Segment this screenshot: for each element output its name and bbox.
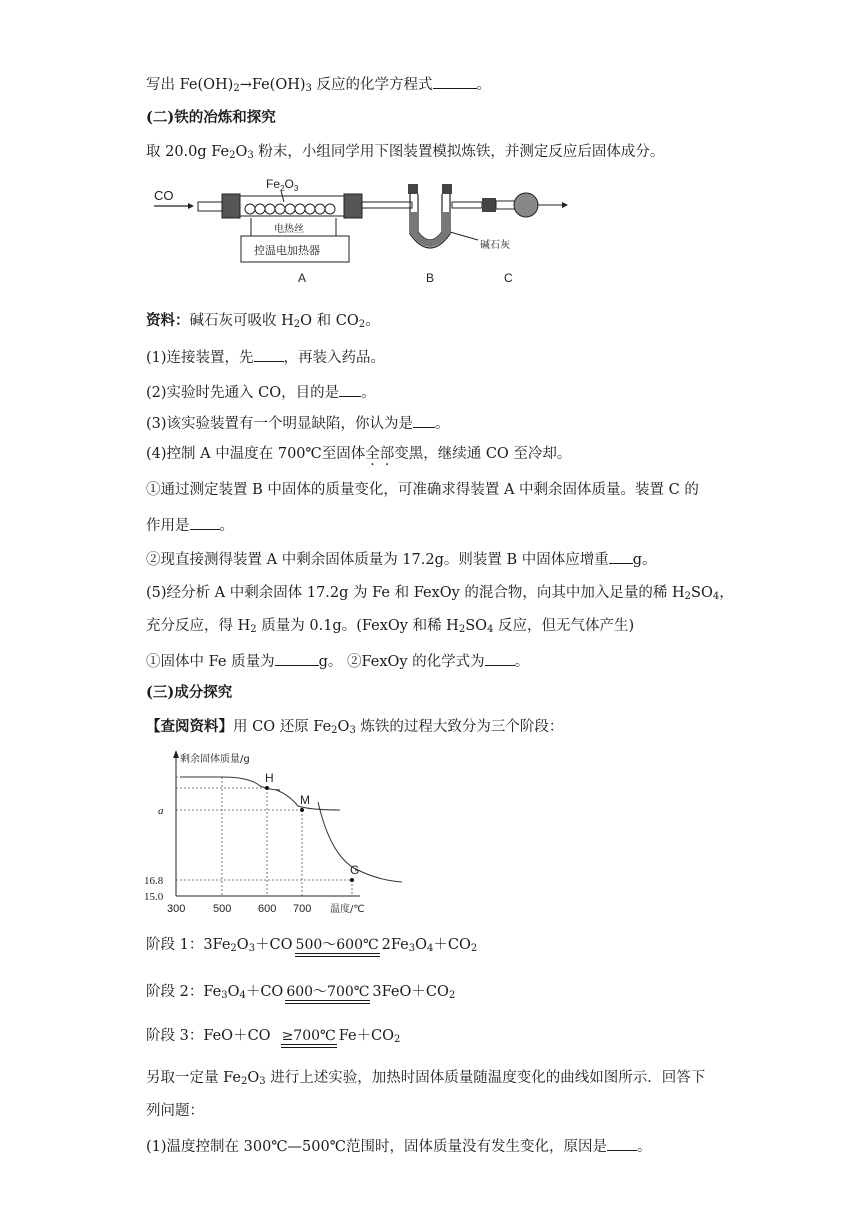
- subscript: 4: [239, 990, 246, 1001]
- question-5-cont: [146, 617, 634, 639]
- line-reference: [146, 718, 563, 740]
- answer-blank[interactable]: [485, 651, 515, 666]
- inlet-pipe: [198, 202, 222, 211]
- text: g。 ②FexOy 的化学式为: [318, 654, 485, 670]
- subscript: 3: [305, 83, 312, 94]
- label-b: B: [426, 271, 435, 285]
- y-axis-label: 剩余固体质量/g: [180, 754, 250, 765]
- mass-temperature-chart: [140, 744, 420, 916]
- emphasis-char: 部: [379, 446, 395, 462]
- text: O 和 CO: [300, 313, 359, 329]
- text: O: [337, 719, 350, 735]
- subscript: 2: [448, 990, 456, 1001]
- outlet-arrow: [562, 202, 568, 208]
- point-label: H: [265, 771, 274, 785]
- fe2o3-label: $Fe_2O_3$: [266, 177, 299, 193]
- info-label: 资料：: [146, 312, 190, 329]
- question-3: [146, 413, 450, 433]
- subscript: 2: [358, 319, 366, 330]
- subscript: 2: [470, 943, 478, 954]
- subscript: 2: [240, 1076, 248, 1087]
- line-procedure-cont: 列问题：: [146, 1103, 204, 1119]
- co-label: CO: [154, 188, 174, 203]
- text: (5)经分析 A 中剩余固体 17.2g 为 Fe 和 FexOy 的混合物，向其中加入足量的稀 H: [146, 585, 685, 601]
- text: (3)该实验装置有一个明显缺陷，你认为是: [146, 416, 414, 432]
- question-1: [146, 347, 385, 367]
- text: 炼铁的过程大致分为三个阶段：: [355, 719, 564, 735]
- text: 。: [219, 518, 234, 534]
- line-info: [146, 312, 380, 334]
- text: 变黑，继续通 CO 至冷却。: [394, 446, 572, 462]
- reference-label: 【查阅资料】: [146, 718, 233, 735]
- stopper-c: [482, 198, 496, 212]
- point-label: M: [300, 793, 310, 807]
- subscript: 2: [684, 591, 692, 602]
- answer-blank[interactable]: [254, 347, 284, 362]
- subscript: 3: [248, 943, 256, 954]
- stage-1-equation: [146, 936, 477, 958]
- subscript: 2: [233, 83, 240, 94]
- text: 写出 Fe(OH): [146, 77, 234, 93]
- subscript: 3: [408, 943, 416, 954]
- apparatus-figure: [146, 172, 576, 292]
- answer-blank[interactable]: [433, 74, 477, 89]
- text: SO: [691, 585, 713, 601]
- text: 用 CO 还原 Fe: [233, 719, 332, 735]
- text: O: [236, 937, 249, 953]
- text: 。: [636, 1139, 652, 1155]
- heater-label: 控温电加热器: [254, 244, 320, 257]
- text: 另取一定量 Fe: [146, 1070, 241, 1086]
- text: 质量为 0.1g。(FexOy 和稀 H: [256, 618, 459, 634]
- subscript: 2: [331, 725, 338, 736]
- question-5-sub: [146, 651, 529, 671]
- connector-pipe-2: [452, 202, 482, 208]
- reaction-condition: [295, 937, 380, 957]
- data-point: [300, 808, 304, 812]
- text: O: [227, 984, 240, 1000]
- drying-tube-bulb: [514, 193, 538, 217]
- stage-2-equation: [146, 983, 455, 1005]
- connector-pipe-1: [362, 202, 412, 208]
- answer-blank[interactable]: [339, 382, 361, 397]
- subscript: 3: [259, 1076, 266, 1087]
- subscript: 2: [230, 943, 237, 954]
- text: 。: [435, 416, 450, 432]
- answer-blank[interactable]: [607, 1136, 637, 1151]
- chart-svg: [140, 744, 420, 916]
- subscript: 2: [250, 624, 257, 635]
- y-axis-arrow: [173, 750, 179, 758]
- equals-bar: [281, 1044, 337, 1048]
- condition-text: ≥700℃: [281, 1028, 336, 1044]
- subscript: 4: [427, 943, 434, 954]
- fe2o3-powder: [245, 204, 335, 214]
- x-axis-label: 温度/℃: [330, 904, 365, 915]
- text: 。: [365, 313, 380, 329]
- answer-blank[interactable]: [275, 651, 319, 666]
- text: 进行上述实验，加热时固体质量随温度变化的曲线如图所示．回答下: [265, 1070, 706, 1086]
- point-label: G: [350, 863, 360, 877]
- text: SO: [465, 618, 488, 634]
- text: g。: [632, 552, 657, 568]
- x-tick-label: 500: [213, 903, 232, 915]
- text: 3FeO＋CO: [372, 984, 449, 1000]
- y-tick-label: 16.8: [144, 875, 164, 887]
- text: 阶段 3：FeO＋CO: [146, 1028, 271, 1044]
- condition-text: 600～700℃: [286, 984, 370, 1000]
- subscript: 3: [247, 150, 254, 161]
- question-6: [146, 1136, 651, 1156]
- text: ＋CO: [433, 937, 471, 953]
- wire-label: 电热丝: [274, 224, 304, 235]
- subscript: 2: [458, 624, 466, 635]
- section-heading-2: (二)铁的冶炼和探究: [146, 109, 276, 126]
- subscript: 2: [293, 319, 301, 330]
- text: ，再装入药品。: [283, 350, 386, 366]
- section-heading-3: (三)成分探究: [146, 684, 233, 701]
- subscript: 2: [229, 150, 236, 161]
- text: 阶段 1：3Fe: [146, 937, 231, 953]
- equals-bar: [285, 1000, 370, 1004]
- answer-blank[interactable]: [609, 549, 633, 564]
- apparatus-diagram: [146, 172, 576, 292]
- text: O: [235, 144, 248, 160]
- question-2: [146, 382, 376, 402]
- text: O: [247, 1070, 260, 1086]
- text: (2)实验时先通入 CO，目的是: [146, 385, 340, 401]
- line-intro: [146, 143, 664, 165]
- subscript: 3: [221, 990, 228, 1001]
- stopper-left: [222, 194, 240, 218]
- text: 作用是: [146, 518, 190, 534]
- reaction-condition: [281, 1028, 337, 1048]
- text: ＋CO: [255, 937, 293, 953]
- soda-lime-label: 碱石灰: [480, 240, 510, 251]
- line-equation-prompt: [146, 74, 491, 98]
- subscript: 2: [394, 1034, 401, 1045]
- subscript: 4: [712, 591, 720, 602]
- text: (4)控制 A 中温度在 700℃至固体: [146, 446, 366, 462]
- text: 阶段 2：Fe: [146, 984, 222, 1000]
- x-tick-label: 600: [258, 903, 277, 915]
- text: ①固体中 Fe 质量为: [146, 654, 275, 670]
- text: 。: [361, 385, 376, 401]
- question-4: [146, 445, 571, 463]
- text: ②现直接测得装置 A 中剩余固体质量为 17.2g。则装置 B 中固体应增重: [146, 552, 609, 568]
- stopper-right: [344, 194, 362, 218]
- data-point: [350, 878, 354, 882]
- line-procedure: [146, 1069, 705, 1091]
- label-c: C: [504, 271, 513, 285]
- emphasis-char: 全: [365, 446, 380, 462]
- text: 。: [476, 77, 492, 93]
- text: 取 20.0g Fe: [146, 144, 230, 160]
- label-a: A: [298, 271, 307, 285]
- question-4-i: ①通过测定装置 B 中固体的质量变化，可准确求得装置 A 中剩余固体质量。装置 C 的: [146, 482, 699, 498]
- curve-stage-3: [318, 802, 402, 882]
- text: 反应的化学方程式: [311, 77, 433, 93]
- condition-text: 500～600℃: [295, 937, 379, 953]
- y-tick-label: a: [158, 805, 164, 817]
- text: 碱石灰可吸收 H: [189, 313, 294, 329]
- question-4-ii: [146, 549, 657, 569]
- text: 。: [514, 654, 530, 670]
- subscript: 4: [487, 624, 494, 635]
- subscript: 3: [349, 725, 356, 736]
- co-arrow-head: [188, 203, 194, 209]
- text: →Fe(OH): [239, 77, 306, 93]
- answer-blank[interactable]: [413, 413, 435, 428]
- x-tick-label: 300: [167, 903, 186, 915]
- u-tube-b: [408, 184, 452, 248]
- data-point: [265, 786, 269, 790]
- text: 充分反应，得 H: [146, 618, 251, 634]
- soda-lime-pointer: [450, 232, 478, 240]
- equals-bar: [295, 953, 380, 957]
- text: Fe＋CO: [338, 1028, 395, 1044]
- text: (1)连接装置，先: [146, 350, 254, 366]
- stage-3-equation: [146, 1027, 400, 1049]
- text: O: [415, 937, 427, 953]
- question-5: [146, 584, 734, 606]
- drying-tube-neck: [496, 201, 516, 209]
- answer-blank[interactable]: [190, 515, 220, 530]
- reaction-condition: [285, 984, 370, 1004]
- text: 2Fe: [381, 937, 409, 953]
- x-tick-label: 700: [293, 903, 312, 915]
- question-4-i-cont: [146, 515, 234, 535]
- text: ，: [719, 585, 734, 601]
- text: ＋CO: [245, 984, 284, 1000]
- text: (1)温度控制在 300℃—500℃范围时，固体质量没有发生变化，原因是: [146, 1139, 607, 1155]
- y-tick-label: 15.0: [144, 891, 164, 903]
- text: 反应，但无气体产生): [493, 618, 635, 634]
- text: 粉末，小组同学用下图装置模拟炼铁，并测定反应后固体成分。: [253, 144, 665, 160]
